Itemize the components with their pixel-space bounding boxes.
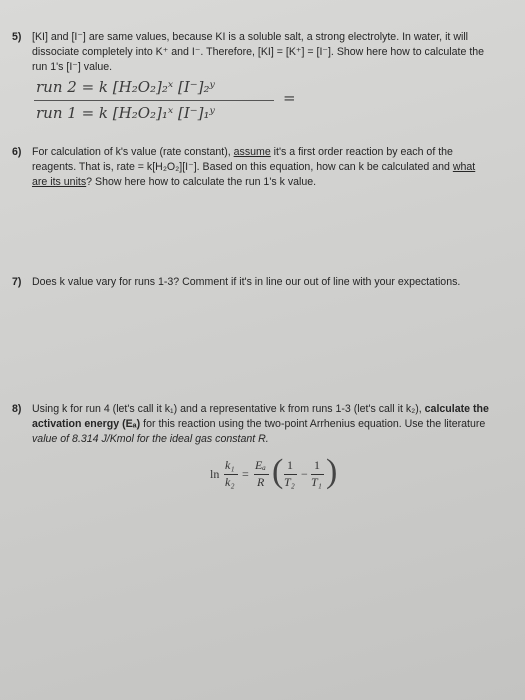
question-text [32,145,517,190]
question-number: 7) [12,276,22,288]
r-denominator: R [257,475,265,489]
text-line: Does k value vary for runs 1-3? Comment if it's in line our out of line with your expectations. [32,276,461,288]
left-parenthesis: ( [272,453,284,490]
text-run: ? Show here how to calculate the run 1's k value. [86,176,317,188]
ea-numerator: Eₐ [255,458,266,472]
handwritten-equation-run1 [36,104,215,122]
question-6 [12,145,517,195]
text-line [32,402,520,417]
text-line: value of 8.314 J/Kmol for the ideal gas constant R. [32,433,269,445]
handwritten-text: run 2 = k [H₂O₂]₂ˣ [I⁻]₂ʸ [36,78,215,96]
bold-text: calculate the [424,403,489,415]
question-number: 6) [12,146,22,158]
equals-sign: = [242,467,249,481]
bold-text: activation energy (Eₐ) [32,418,141,430]
text-run: For calculation of k's value (rate constant), [32,146,234,158]
underlined-text: are its units [32,176,87,188]
ln-symbol: ln [210,467,220,481]
question-text [32,402,520,447]
handwritten-text: run 1 = k [H₂O₂]₁ˣ [I⁻]₁ʸ [36,104,215,122]
k2-denominator: k₂ [225,475,235,489]
one-numerator: 1 [314,458,320,472]
text-line: run 1's [I⁻] value. [32,61,113,73]
minus-sign: − [301,467,308,481]
k1-numerator: k₁ [225,458,235,472]
handwritten-equals [283,89,296,107]
handwritten-equation-run2 [36,78,215,96]
text-line: [KI] and [I⁻] are same values, because KI is a soluble salt, a strong electrolyte. In water, it will [32,31,469,43]
text-run: it's a first order reaction by each of the [270,146,453,158]
underlined-text: assume [233,146,271,158]
text-line [32,175,517,190]
text-line: dissociate completely into K⁺ and I⁻. Therefore, [KI] = [K⁺] = [I⁻]. Show here how to calculate the [32,46,485,58]
text-run: reagents. That is, rate = k[H₂O₂][I⁻]. Based on this equation, how can k be calculated and [32,161,453,173]
text-run: for this reaction using the two-point Arrhenius equation. Use the literature [140,418,486,430]
arrhenius-equation [210,455,340,495]
right-parenthesis: ) [326,453,338,490]
text-run: Using k for run 4 (let's call it k₁) and a representative k from runs 1-3 (let's call it k₂), [32,403,425,415]
question-8 [12,402,520,452]
question-number: 8) [12,403,22,415]
t2-denominator: T₂ [284,475,295,489]
text-line [32,160,517,175]
question-7 [12,275,517,295]
text-line [32,145,517,160]
question-text [32,30,517,75]
t1-denominator: T₁ [311,475,322,489]
text-line [32,417,520,432]
question-text [32,275,517,290]
handwritten-text: = [283,89,296,107]
question-number: 5) [12,31,22,43]
one-numerator: 1 [287,458,293,472]
fraction-bar [34,100,274,101]
underlined-text: what [452,161,476,173]
